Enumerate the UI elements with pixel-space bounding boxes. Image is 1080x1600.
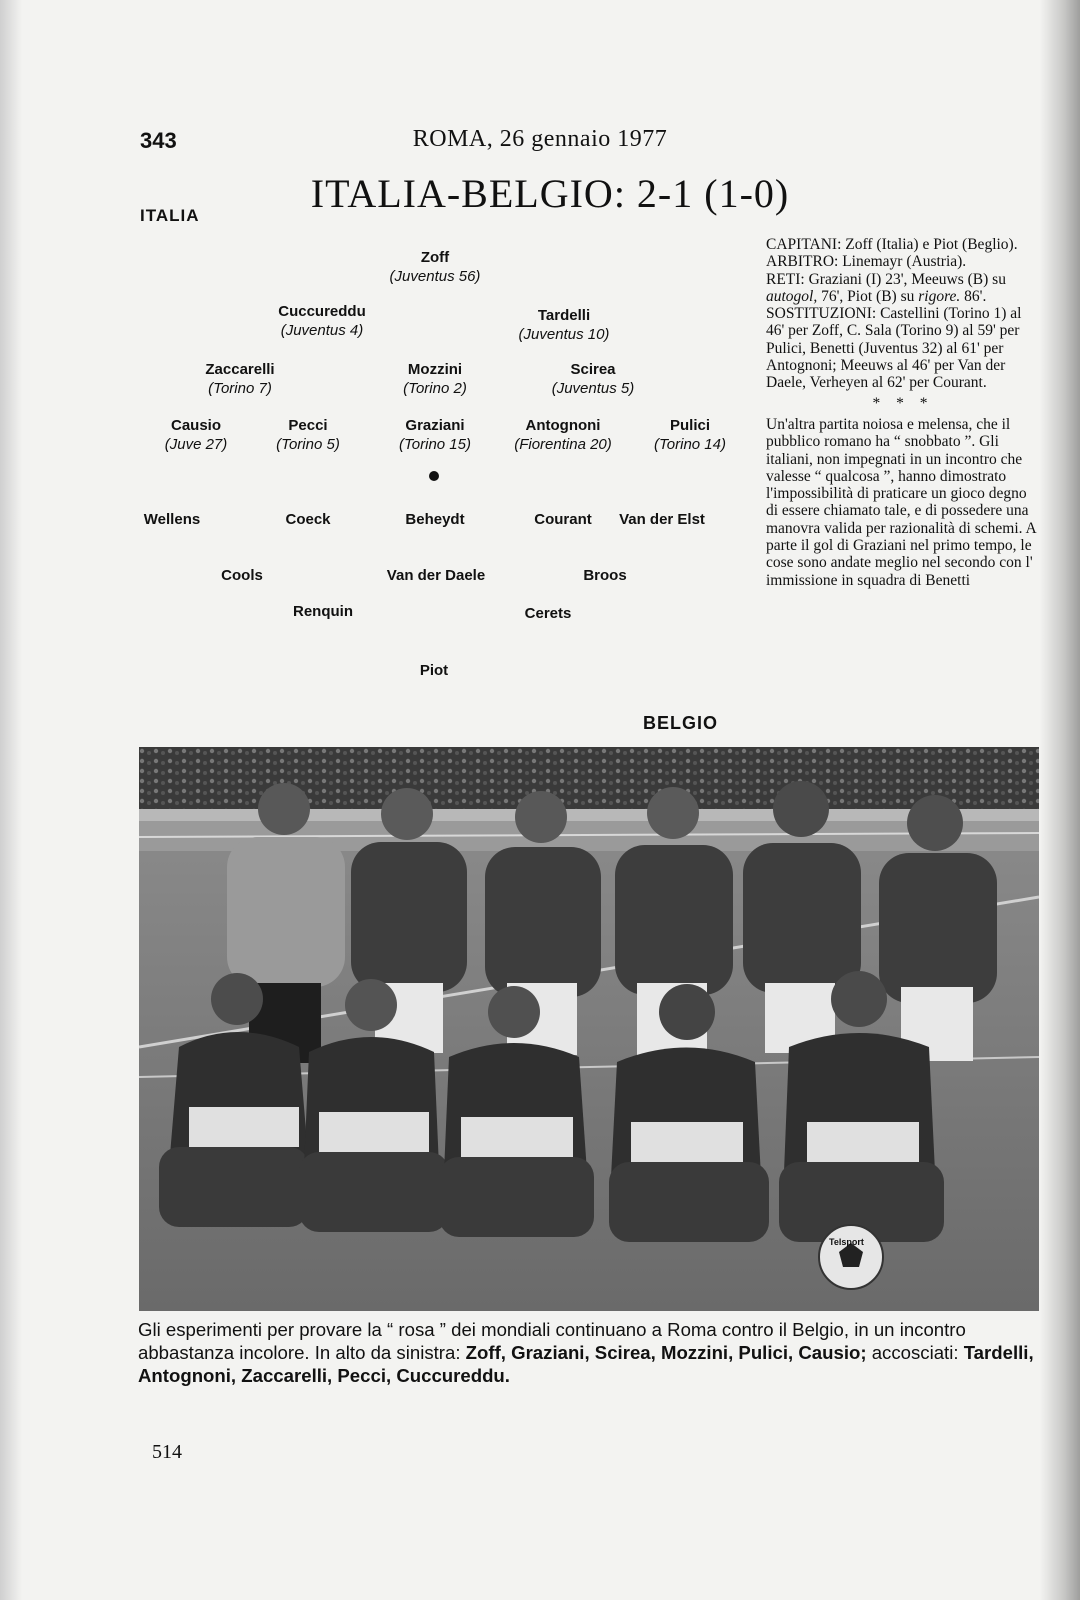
location-date: ROMA, 26 gennaio 1977	[412, 126, 668, 152]
italia-player: Cuccureddu (Juventus 4)	[278, 303, 366, 339]
belgio-player: Van der Elst	[619, 511, 705, 528]
belgio-player: Renquin	[293, 603, 353, 620]
italia-player: Antognoni (Fiorentina 20)	[514, 417, 612, 453]
italia-player: Graziani (Torino 15)	[399, 417, 471, 453]
italia-player: Causio (Juve 27)	[164, 417, 228, 453]
italia-player: Tardelli (Juventus 10)	[518, 307, 610, 343]
belgio-player: Coeck	[285, 511, 331, 528]
belgio-player: Piot	[419, 662, 449, 679]
report-capitani: CAPITANI: Zoff (Italia) e Piot (Beglio).	[766, 236, 1018, 253]
report-arbitro: ARBITRO: Linemayr (Austria).	[766, 253, 967, 271]
match-report	[766, 236, 1040, 589]
report-reti: RETI: Graziani (I) 23', Meeuws (B) su autogol, 76', Piot (B) su rigore. 86'.	[766, 270, 1006, 305]
report-separator: * * *	[872, 394, 934, 412]
belgio-player: Cools	[221, 567, 263, 584]
book-spine-shadow	[1040, 0, 1080, 1600]
italia-player: Mozzini (Torino 2)	[403, 361, 467, 397]
photo-caption: Gli esperimenti per provare la “ rosa ” dei mondiali continuano a Roma contro il Belgio, in un incontro abbastanza incolore. In alto da sinistra: Zoff, Graziani, Scirea, Mozzini, Pulici, Causio; accosciati: Tardelli, Antognoni, Zaccarelli, Pecci, Cuccureddu.	[138, 1319, 1034, 1386]
italia-player: Zaccarelli (Torino 7)	[205, 361, 275, 397]
belgio-player: Cerets	[524, 605, 572, 622]
belgio-player: Beheydt	[405, 511, 465, 528]
italia-player: Zoff (Juventus 56)	[389, 249, 481, 285]
team-home-label: ITALIA	[140, 206, 200, 225]
team-away-label: BELGIO	[643, 713, 719, 733]
italia-player: Pulici (Torino 14)	[654, 417, 726, 453]
belgio-player: Van der Daele	[386, 567, 486, 584]
kickoff-dot	[429, 471, 439, 481]
page-number: 514	[152, 1441, 182, 1463]
team-photo	[139, 747, 1039, 1311]
italia-player: Pecci (Torino 5)	[276, 417, 340, 453]
ball-brand-text: Telsport	[829, 1237, 864, 1247]
match-number: 343	[140, 128, 177, 153]
report-sostituzioni: SOSTITUZIONI: Castellini (Torino 1) al 46' per Zoff, C. Sala (Torino 9) al 59' per Pulici, Benetti (Juventus 32) al 61' per Antognoni; Meeuws al 46' per Van der Daele, Verheyen al 62' per Courant.	[766, 305, 1022, 392]
report-comment: Un'altra partita noiosa e melensa, che il pubblico romano ha “ snobbato ”. Gli italiani, non impegnati in un incontro che valesse “ qualcosa ”, hanno dimostrato l'impossibilità di praticare un gioco degno di essere chiamato tale, e di possedere una manovra valida per razionalità di schemi. A parte il gol di Graziani nel primo tempo, le cose sono andate meglio nel secondo con l' immissione in squadra di Benetti	[766, 415, 1036, 589]
belgio-player: Broos	[583, 567, 627, 584]
italia-player: Scirea (Juventus 5)	[551, 361, 635, 397]
belgio-player: Courant	[534, 511, 592, 528]
match-title: ITALIA-BELGIO: 2-1 (1-0)	[310, 171, 790, 216]
belgio-player: Wellens	[143, 511, 201, 528]
page-left-edge	[0, 0, 22, 1600]
